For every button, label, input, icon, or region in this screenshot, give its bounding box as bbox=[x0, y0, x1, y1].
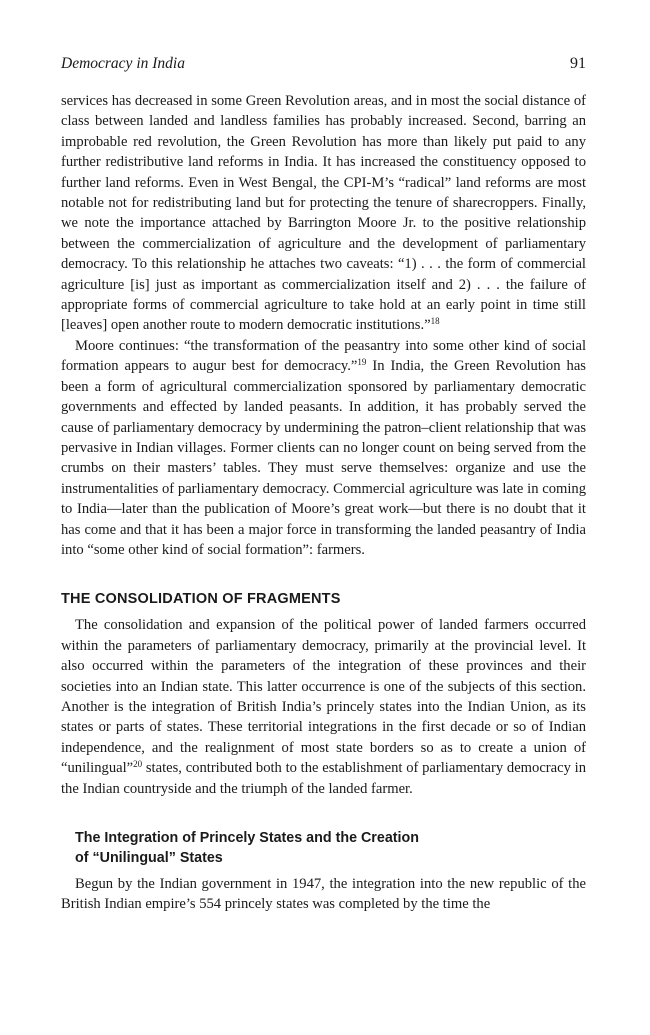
running-title: Democracy in India bbox=[61, 55, 185, 72]
page-number: 91 bbox=[570, 55, 586, 72]
paragraph-2 bbox=[61, 336, 586, 560]
footnote-ref-20[interactable]: 20 bbox=[133, 759, 143, 770]
paragraph-3-text-a: The consolidation and expansion of the political power of landed farmers occurred within the parameters of parliamentary democracy, primarily at the provincial level. It also occurred within the parameters of the integration of these provinces and their societies into an Indian state. This latter occurrence is one of the subjects of this section. Another is the integration of British India’s princely states into the Indian Union, as its states or parts of states. These territorial integrations in the first decade or so of Indian independence, and the realignment of most state borders so as to create a union of “unilingual” bbox=[61, 617, 586, 777]
book-page bbox=[61, 55, 586, 915]
running-head bbox=[61, 55, 586, 85]
paragraph-2-text-a: Moore continues: “the transformation of the peasantry into some other kind of social formation appears to augur best for democracy.” bbox=[61, 337, 586, 375]
paragraph-1 bbox=[61, 91, 586, 336]
paragraph-4-text: Begun by the Indian government in 1947, the integration into the new republic of the British Indian empire’s 554 princely states was completed by the time the bbox=[61, 876, 586, 913]
section-heading: THE CONSOLIDATION OF FRAGMENTS bbox=[61, 591, 341, 608]
subsection-heading-line-2: of “Unilingual” States bbox=[75, 850, 223, 866]
paragraph-4 bbox=[61, 874, 586, 915]
paragraph-2-text-b: In India, the Green Revolution has been a form of agricultural commercialization sponsored by parliamentary democratic governments and effected by landed peasants. In addition, it has probably served the cause of parliamentary democracy by undermining the patron–client relationship that was pervasive in Indian villages. Former clients can no longer count on being served from the crumbs on their masters’ tables. They must serve themselves: organize and use the instrumentalities of parliamentary democracy. Commercial agriculture was late in coming to India—later than the publication of Moore’s great work—but there is no doubt that it has come and that it has been a major force in transforming the landed peasantry of India into “some other kind of social formation”: farmers. bbox=[61, 358, 586, 558]
paragraph-3 bbox=[61, 615, 586, 799]
paragraph-3-text-b: states, contributed both to the establishment of parliamentary democracy in the Indian countryside and the triumph of the landed farmer. bbox=[61, 760, 586, 797]
footnote-ref-18[interactable]: 18 bbox=[430, 316, 440, 327]
subsection-heading bbox=[75, 828, 495, 868]
footnote-ref-19[interactable]: 19 bbox=[357, 357, 367, 368]
subsection-heading-line-1: The Integration of Princely States and the Creation bbox=[75, 830, 419, 846]
paragraph-1-text: services has decreased in some Green Revolution areas, and in most the social distance of class between landed and landless families has probably increased. Second, barring an improbable red revolution, the Green Revolution has more than likely put paid to any further redistributive land reforms in India. It has increased the constituency opposed to further land reforms. Even in West Bengal, the CPI-M’s “radical” land reforms are most notable not for redistributing land but for protecting the tenure of sharecroppers. Finally, we note the importance attached by Barrington Moore Jr. to the positive relationship between the commercialization of agriculture and the development of parliamentary democracy. To this relationship he attaches two caveats: “1) . . . the form of commercial agriculture [is] just as important as commercialization itself and 2) . . . the failure of appropriate forms of commercial agriculture to take hold at an early point in time still [leaves] open another route to modern democratic institutions.” bbox=[61, 93, 586, 334]
